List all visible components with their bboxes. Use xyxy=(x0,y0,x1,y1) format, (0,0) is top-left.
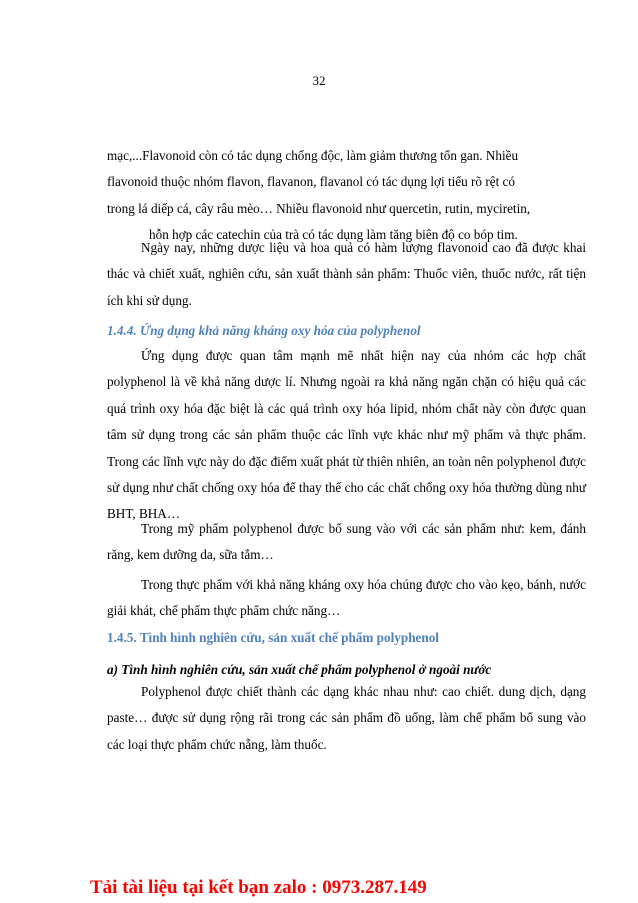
section-1-4-5-paragraph: Polyphenol được chiết thành các dạng khác nhau như: cao chiết. dung dịch, dạng paste… được sử dụng rộng rãi trong các sản phẩm đồ uống, làm chế phẩm bổ sung vào các loại thực phẩm chức nẵng, làm thuốc. xyxy=(107,684,586,752)
intro-line: flavonoid thuộc nhóm flavon, flavanon, flavanol có tác dụng lợi tiểu rõ rệt có xyxy=(107,174,515,190)
section-1-4-4-paragraph: Ứng dụng được quan tâm mạnh mẽ nhất hiện nay của nhóm các hợp chất polyphenol là về khả năng dược lí. Nhưng ngoài ra khả năng ngăn chặn có hiệu quả các quá trình oxy hóa đặc biệt là các quá trình oxy hóa lipid, nhóm chất này còn được quan tâm sử dụng trong các sản phẩm thuộc các lĩnh vực khác như mỹ phẩm và thực phẩm. Trong các lĩnh vực này do đặc điểm xuất phát từ thiên nhiên, an toàn nên polyphenol được sử dụng như chất chống oxy hóa để thay thế cho các chất chống oxy hóa thường dùng như BHT, BHA… xyxy=(107,348,586,522)
subsection-a-heading: a) Tình hình nghiên cứu, sản xuất chế phẩm polyphenol ở ngoài nước xyxy=(107,662,492,677)
intro-line: hỗn hợp các catechin của trà có tác dụng làm tăng biên độ co bóp tim. xyxy=(149,227,518,243)
intro-line: trong lá diếp cá, cây râu mèo… Nhiều flavonoid như quercetin, rutin, myciretin, xyxy=(107,200,531,216)
section-1-4-4-heading: 1.4.4. Ứng dụng khả năng kháng oxy hóa của polyphenol xyxy=(107,323,421,338)
food-paragraph: Trong thực phẩm với khả năng kháng oxy hóa chúng được cho vào kẹo, bánh, nước giải khát, chế phẩm thực phẩm chức năng… xyxy=(107,577,586,619)
section-1-4-5-heading: 1.4.5. Tình hình nghiên cứu, sản xuất chế phẩm polyphenol xyxy=(107,630,439,645)
intro-paragraph xyxy=(107,143,586,249)
cosmetics-paragraph: Trong mỹ phẩm polyphenol được bổ sung vào với các sản phẩm như: kem, đánh răng, kem dưỡng da, sữa tắm… xyxy=(107,521,586,563)
intro-line: mạc,...Flavonoid còn có tác dụng chống độc, làm giảm thương tổn gan. Nhiều xyxy=(107,148,519,163)
flavonoid-today-paragraph: Ngày nay, những dược liệu và hoa quả có hàm lượng flavonoid cao đã được khai thác và chiết xuất, nghiên cứu, sản xuất thành sản phẩm: Thuốc viên, thuốc nước, rất tiện ích khi sử dụng. xyxy=(107,240,586,308)
footer-contact-note: Tải tài liệu tại kết bạn zalo : 0973.287.149 xyxy=(90,877,427,898)
page-number: 32 xyxy=(312,73,326,88)
